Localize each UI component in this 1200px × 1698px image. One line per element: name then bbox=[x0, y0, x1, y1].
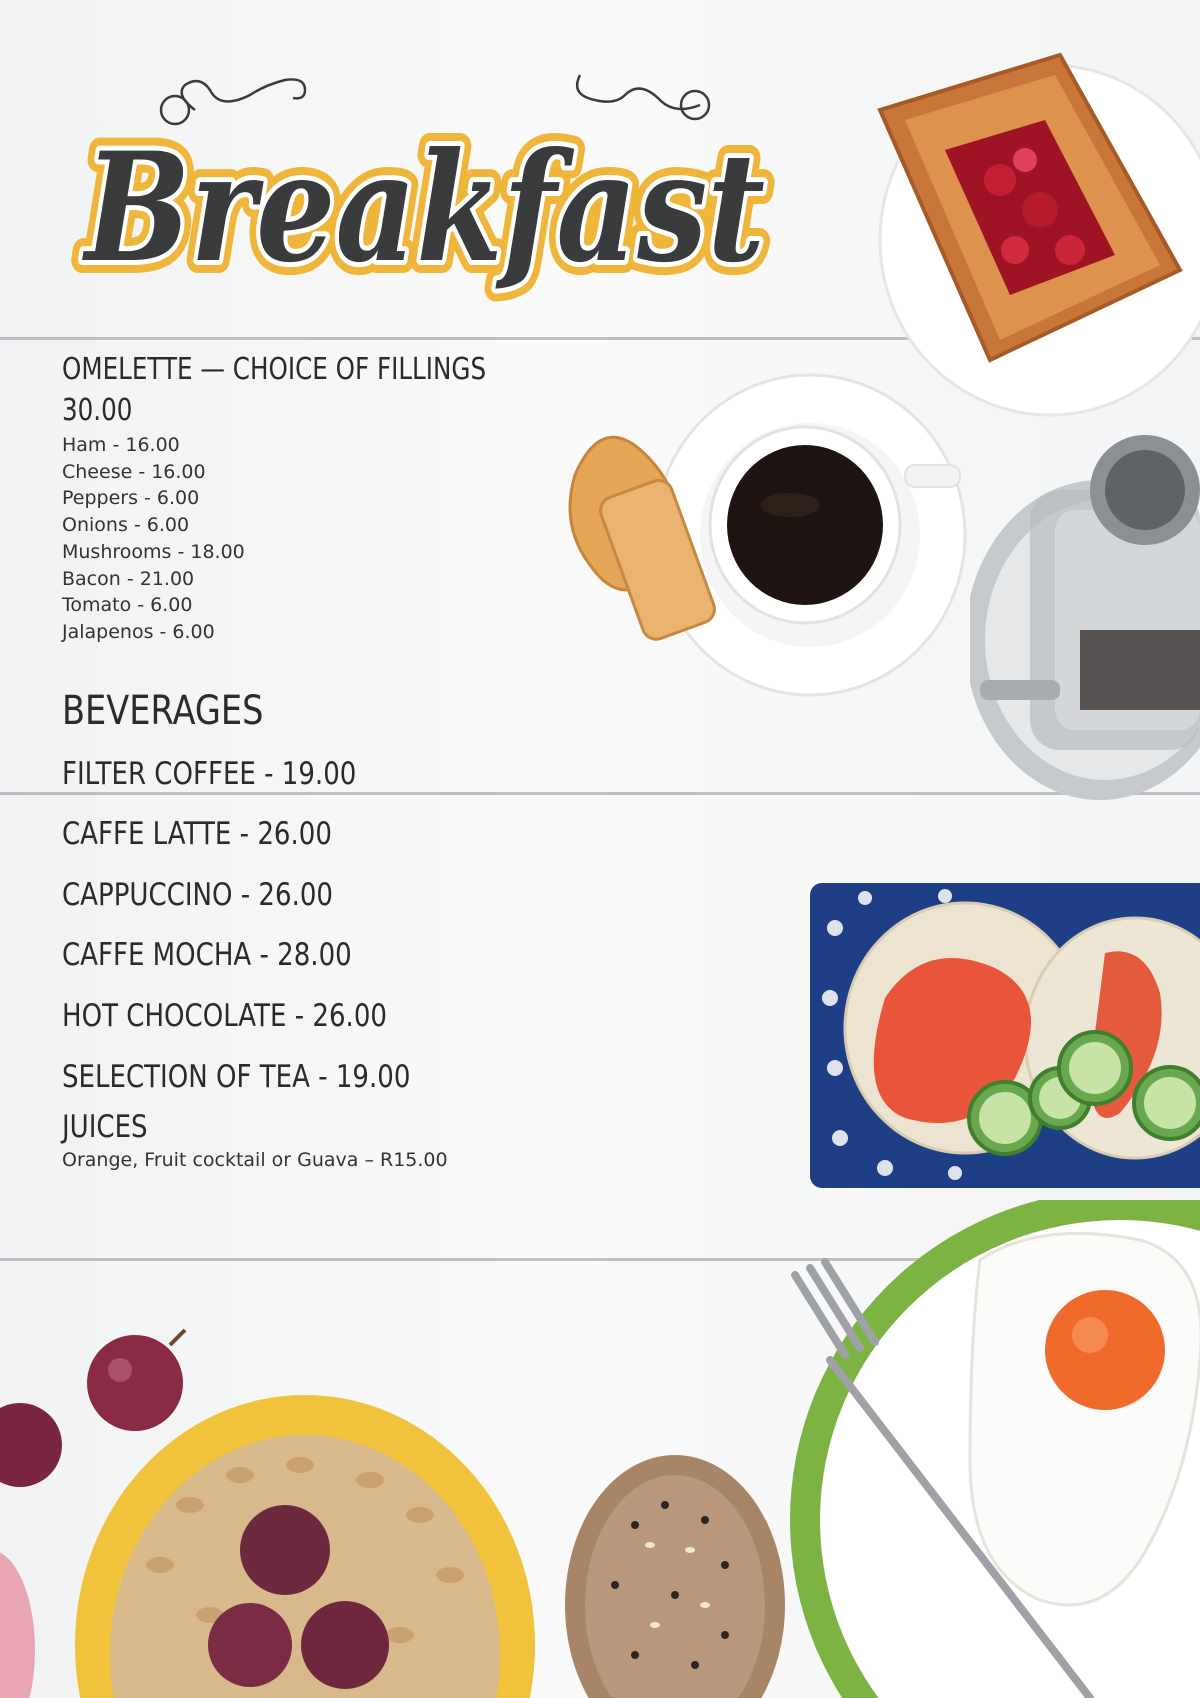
title-text: Breakfast bbox=[81, 120, 765, 296]
title-lettering bbox=[55, 55, 815, 325]
juices-heading: JUICES bbox=[62, 1109, 148, 1146]
list-item: Tomato - 6.00 bbox=[62, 594, 193, 617]
beverages-list bbox=[62, 744, 622, 1108]
list-item: Ham - 16.00 bbox=[62, 434, 180, 456]
seeded-roll-icon bbox=[555, 1455, 815, 1698]
side-plate-icon bbox=[0, 1550, 40, 1698]
title-text-inner: Breakfast bbox=[81, 120, 765, 296]
list-item: Mushrooms - 18.00 bbox=[62, 540, 245, 563]
list-item: HOT CHOCOLATE - 26.00 bbox=[62, 998, 387, 1034]
french-press-icon bbox=[970, 430, 1200, 830]
beverages-heading: BEVERAGES bbox=[62, 687, 264, 734]
omelette-heading: OMELETTE — CHOICE OF FILLINGS bbox=[62, 352, 487, 387]
list-item: CAPPUCCINO - 26.00 bbox=[62, 876, 333, 913]
list-item: Onions - 6.00 bbox=[62, 514, 190, 537]
menu-title bbox=[55, 55, 815, 325]
list-item: FILTER COFFEE - 19.00 bbox=[62, 755, 357, 792]
list-item: Jalapenos - 6.00 bbox=[62, 620, 215, 643]
list-item: CAFFE LATTE - 26.00 bbox=[62, 816, 332, 853]
flourish-ornaments bbox=[161, 75, 709, 124]
menu-content bbox=[62, 350, 622, 1173]
list-item: CAFFE MOCHA - 28.00 bbox=[62, 937, 352, 974]
list-item: Peppers - 6.00 bbox=[62, 487, 200, 510]
list-item: SELECTION OF TEA - 19.00 bbox=[62, 1058, 411, 1095]
list-item: Cheese - 16.00 bbox=[62, 460, 206, 483]
danish-pastry-icon bbox=[860, 40, 1200, 420]
fillings-list bbox=[62, 432, 622, 646]
omelette-price: 30.00 bbox=[62, 393, 133, 428]
grapes-icon bbox=[0, 1325, 200, 1505]
salmon-rice-cakes-icon bbox=[805, 878, 1200, 1193]
list-item: Bacon - 21.00 bbox=[62, 567, 195, 590]
fried-egg-plate-icon bbox=[790, 1200, 1200, 1698]
juices-description: Orange, Fruit cocktail or Guava – R15.00 bbox=[62, 1149, 448, 1172]
coffee-cup-icon bbox=[565, 365, 985, 715]
